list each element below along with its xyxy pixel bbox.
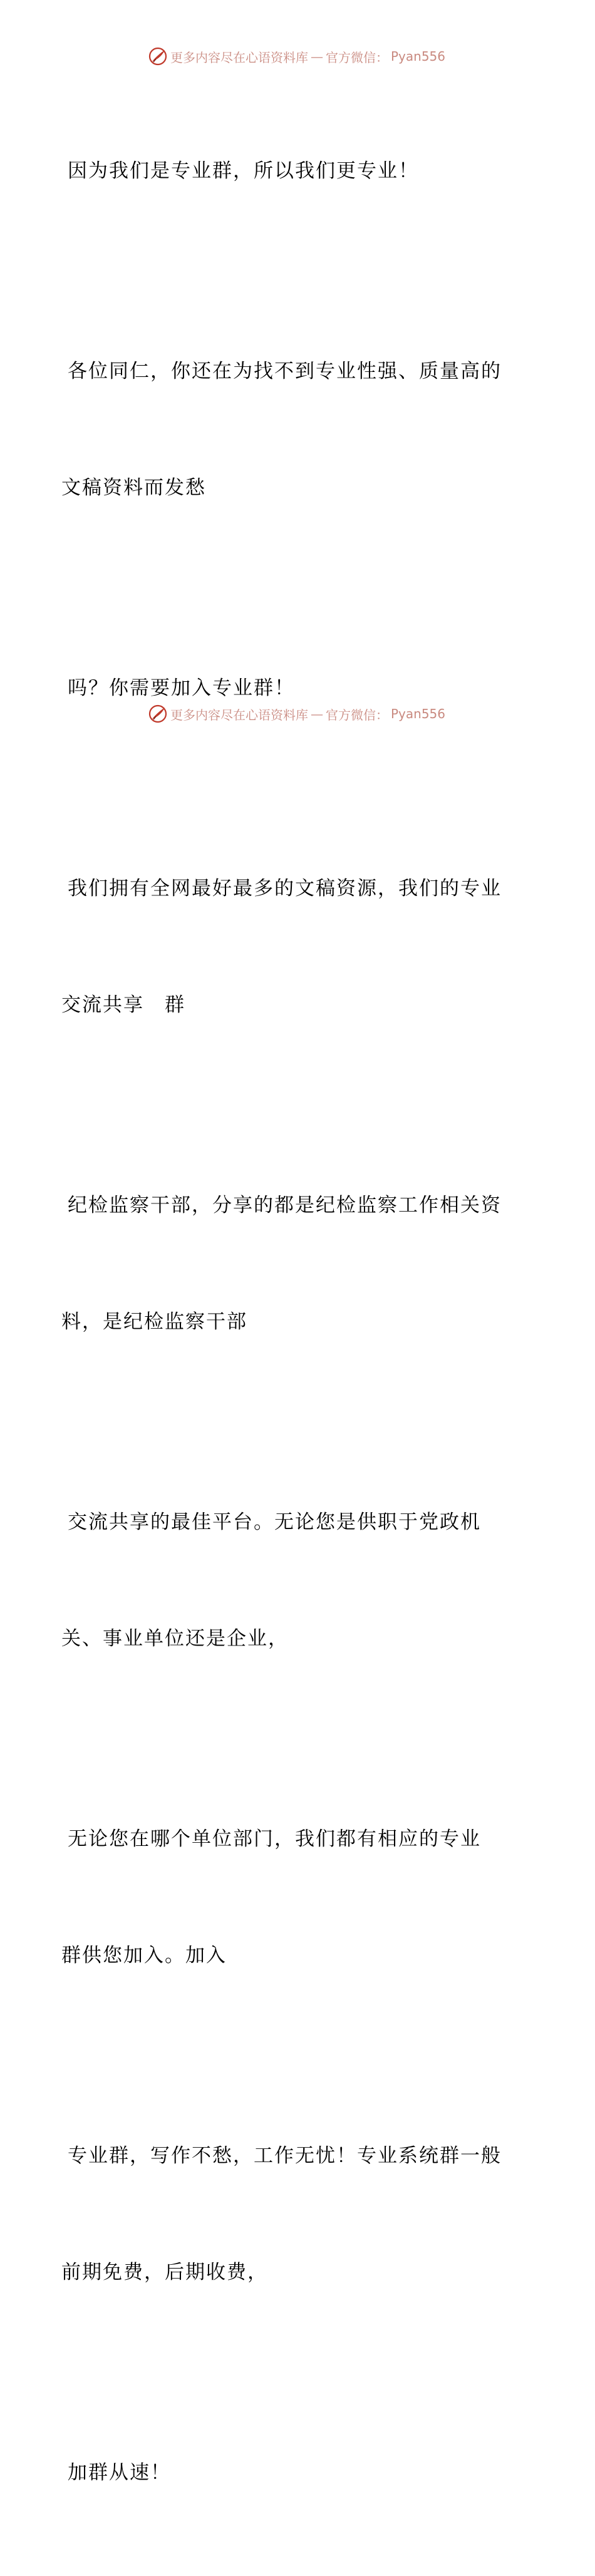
watermark-main-text: 更多内容尽在心语资料库	[170, 707, 308, 723]
watermark-separator: —	[311, 49, 323, 64]
paragraph-line: 无论您在哪个单位部门，我们都有相应的专业	[68, 1828, 481, 1850]
paragraph-line: 交流共享的最佳平台。无论您是供职于党政机	[68, 1511, 481, 1533]
paragraph-line: 群供您加入。加入	[61, 1944, 227, 1967]
paragraph-line: 我们拥有全网最好最多的文稿资源，我们的专业	[68, 877, 502, 900]
quill-logo-icon	[148, 704, 168, 724]
paragraph-line: 加群从速！	[68, 2461, 171, 2484]
paragraph-line: 吗？你需要加入专业群！	[68, 677, 295, 699]
paragraph	[61, 1108, 525, 1419]
paragraph	[61, 591, 525, 785]
paragraph	[61, 274, 525, 585]
quill-logo-icon	[148, 46, 168, 66]
paragraph	[61, 74, 525, 268]
paragraph-line: 专业群，写作不愁，工作无忧！专业系统群一般	[68, 2145, 502, 2167]
watermark-wechat-label: 官方微信：	[326, 49, 388, 65]
paragraph	[61, 2376, 525, 2570]
paragraph-line: 因为我们是专业群，所以我们更专业！	[68, 160, 419, 182]
paragraph-line: 交流共享 群	[61, 994, 185, 1016]
watermark-main-text: 更多内容尽在心语资料库	[170, 49, 308, 65]
paragraph-line: 各位同仁，你还在为找不到专业性强、质量高的	[68, 360, 502, 383]
paragraph	[61, 1742, 525, 2053]
watermark-wechat-label: 官方微信：	[326, 707, 388, 723]
paragraph-line: 文稿资料而发愁	[61, 477, 206, 499]
paragraph-line: 前期免费，后期收费，	[61, 2261, 268, 2284]
document-body	[61, 74, 525, 2576]
paragraph	[61, 791, 525, 1102]
paragraph-line: 料，是纪检监察干部	[61, 1311, 247, 1333]
watermark-wechat-id: Pyan556	[391, 706, 446, 721]
watermark-separator: —	[311, 706, 323, 721]
header-watermark	[148, 45, 445, 68]
paragraph	[61, 2059, 525, 2369]
paragraph-line: 纪检监察干部，分享的都是纪检监察工作相关资	[68, 1194, 502, 1217]
paragraph	[61, 1425, 525, 1736]
paragraph-line: 关、事业单位还是企业，	[61, 1627, 289, 1650]
footer-watermark	[148, 703, 445, 725]
watermark-wechat-id: Pyan556	[391, 49, 446, 64]
